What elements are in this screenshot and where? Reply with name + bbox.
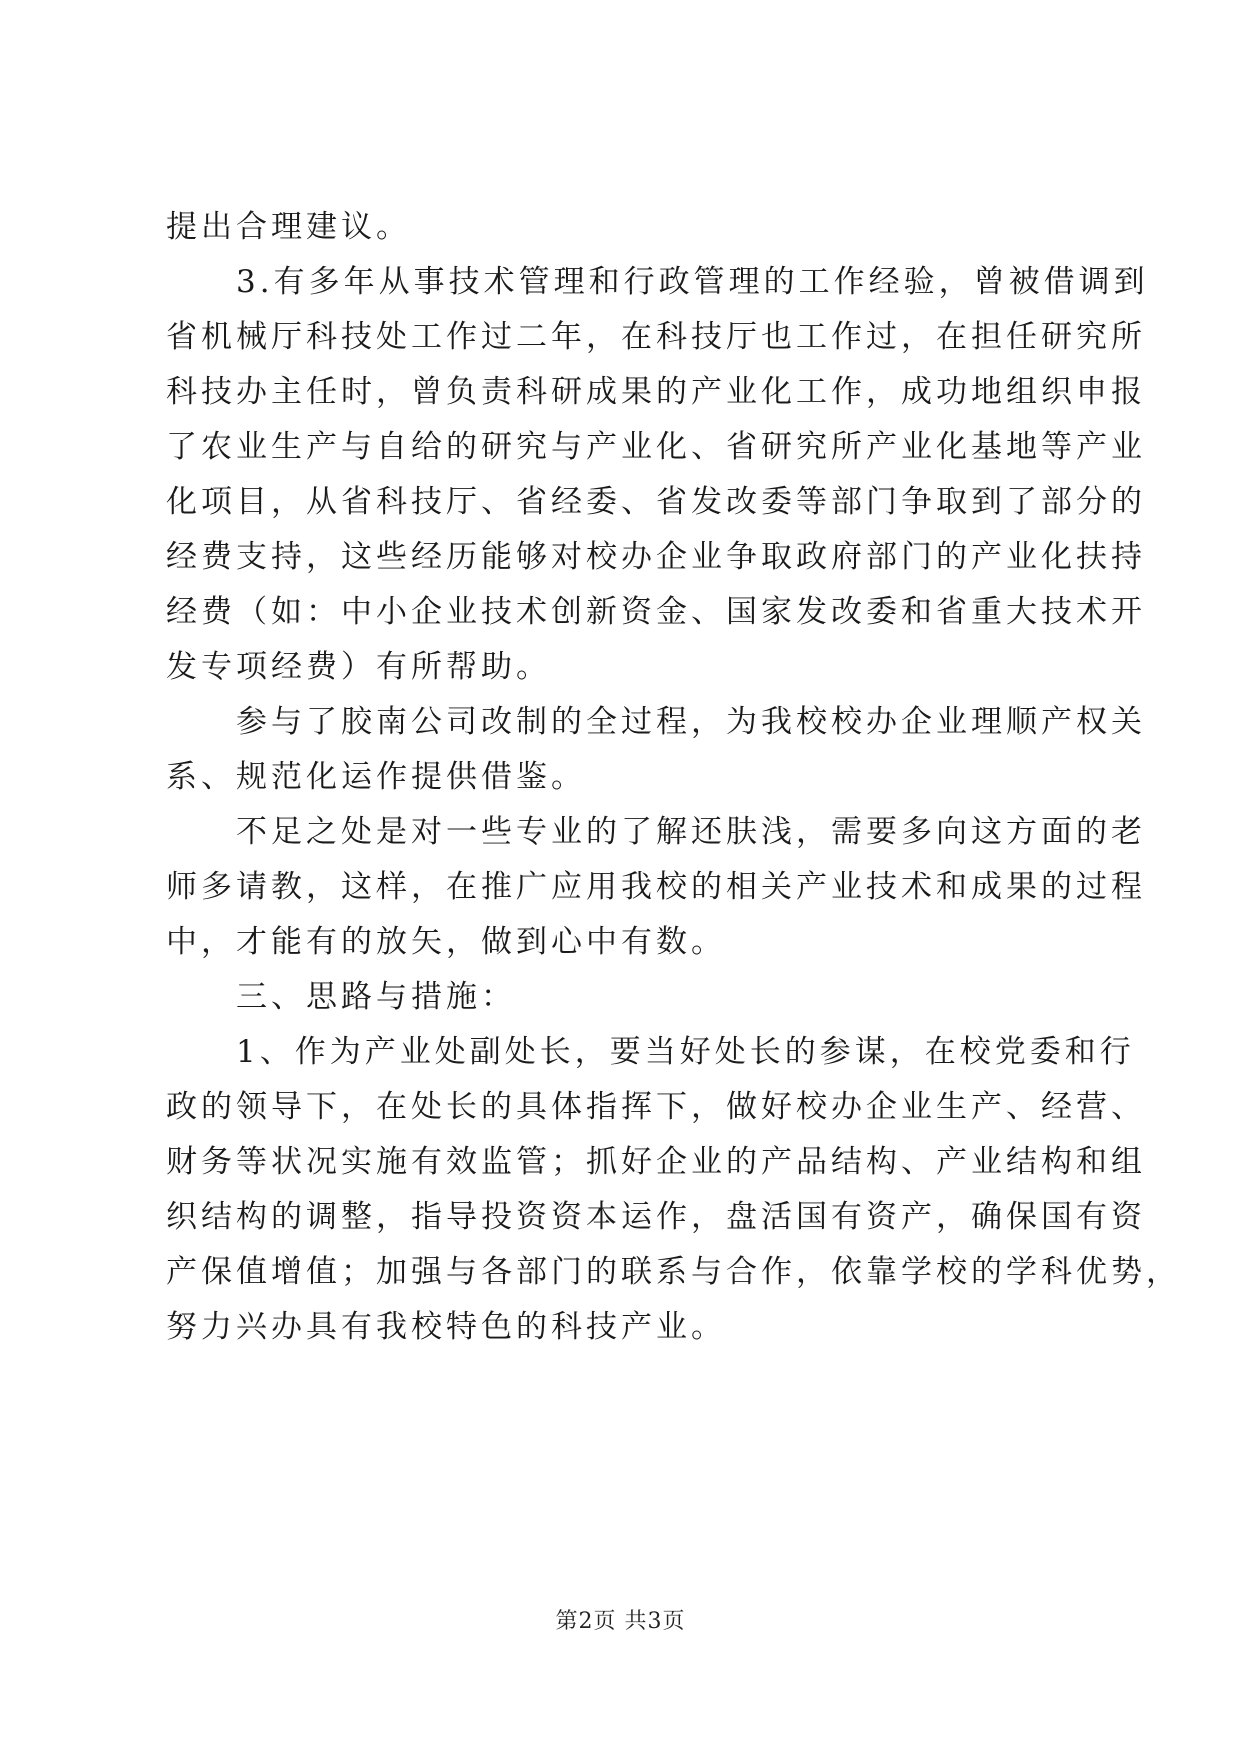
paragraph-3 — [166, 695, 1146, 805]
text-line: 3.有多年从事技术管理和行政管理的工作经验，曾被借调到 — [166, 264, 1149, 300]
text-line: 产保值增值；加强与各部门的联系与合作，依靠学校的学科优势， — [166, 1254, 1181, 1290]
text-line: 织结构的调整，指导投资资本运作，盘活国有资产，确保国有资 — [166, 1199, 1146, 1235]
paragraph-2 — [166, 255, 1149, 695]
text-line: 科技办主任时，曾负责科研成果的产业化工作，成功地组织申报 — [166, 374, 1146, 410]
text-line: 中，才能有的放矢，做到心中有数。 — [166, 924, 726, 960]
text-line: 参与了胶南公司改制的全过程，为我校校办企业理顺产权关 — [166, 704, 1146, 740]
page-number-footer: 第2页 共3页 — [555, 1609, 686, 1634]
text-line: 提出合理建议。 — [166, 209, 411, 245]
text-line: 财务等状况实施有效监管；抓好企业的产品结构、产业结构和组 — [166, 1144, 1146, 1180]
text-line: 努力兴办具有我校特色的科技产业。 — [166, 1309, 726, 1345]
text-line: 不足之处是对一些专业的了解还肤浅，需要多向这方面的老 — [166, 814, 1146, 850]
document-body — [166, 200, 1181, 1355]
text-line: 化项目，从省科技厅、省经委、省发改委等部门争取到了部分的 — [166, 484, 1146, 520]
paragraph-5 — [166, 1025, 1181, 1355]
text-line: 经费（如：中小企业技术创新资金、国家发改委和省重大技术开 — [166, 594, 1146, 630]
section-heading — [166, 970, 1086, 1025]
text-line: 三、思路与措施： — [166, 979, 516, 1015]
paragraph-4 — [166, 805, 1146, 970]
text-line: 1、作为产业处副处长，要当好处长的参谋，在校党委和行 — [166, 1034, 1135, 1070]
text-line: 政的领导下，在处长的具体指挥下，做好校办企业生产、经营、 — [166, 1089, 1146, 1125]
text-line: 师多请教，这样，在推广应用我校的相关产业技术和成果的过程 — [166, 869, 1146, 905]
text-line: 了农业生产与自给的研究与产业化、省研究所产业化基地等产业 — [166, 429, 1146, 465]
paragraph-1 — [166, 200, 1086, 255]
text-line: 发专项经费）有所帮助。 — [166, 649, 551, 685]
text-line: 系、规范化运作提供借鉴。 — [166, 759, 586, 795]
text-line: 省机械厅科技处工作过二年，在科技厅也工作过，在担任研究所 — [166, 319, 1146, 355]
text-line: 经费支持，这些经历能够对校办企业争取政府部门的产业化扶持 — [166, 539, 1146, 575]
